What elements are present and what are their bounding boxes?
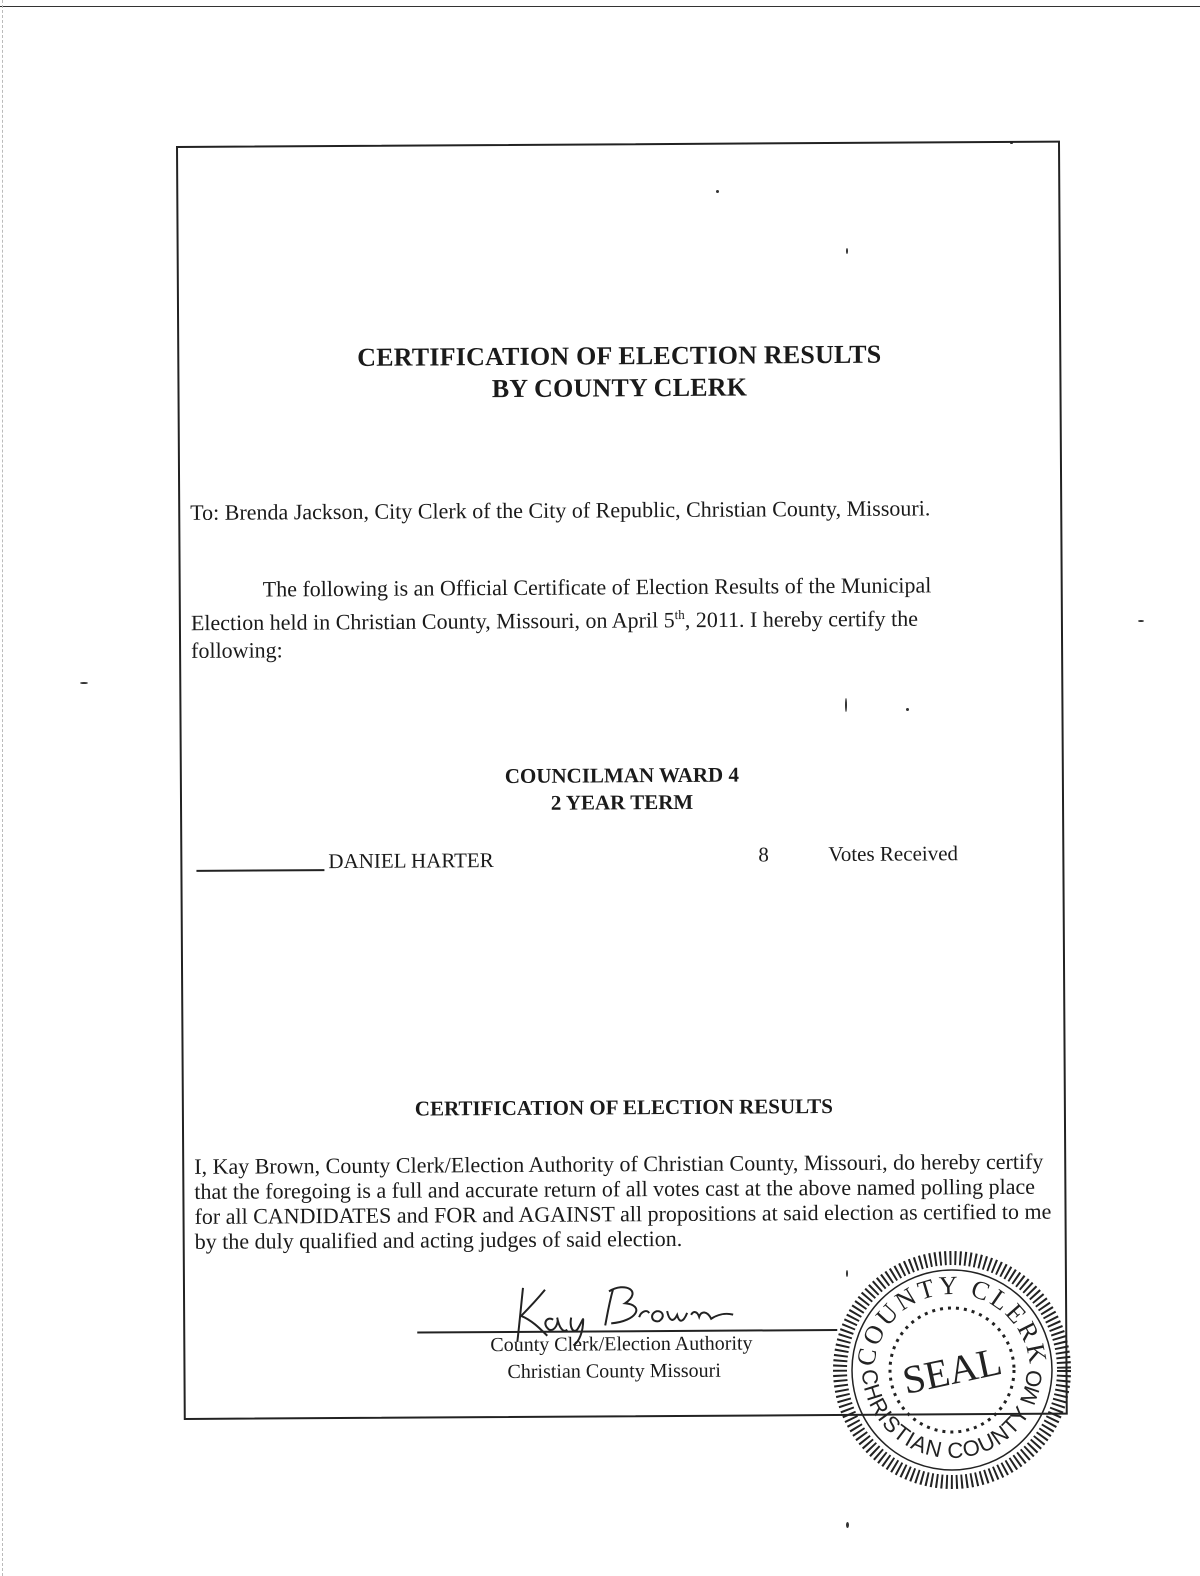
document-title: CERTIFICATION OF ELECTION RESULTS bbox=[357, 339, 882, 372]
certification-heading: CERTIFICATION OF ELECTION RESULTS bbox=[414, 1094, 833, 1121]
candidate-name: DANIEL HARTER bbox=[328, 848, 494, 874]
contest-term: 2 YEAR TERM bbox=[550, 789, 694, 815]
seal-top-text: COUNTY CLERK bbox=[850, 1270, 1054, 1369]
addressee-line: To: Brenda Jackson, City Clerk of the City of Republic, Christian County, Missouri. bbox=[190, 495, 931, 525]
county-clerk-seal bbox=[832, 1250, 1072, 1490]
intro-paragraph bbox=[191, 571, 992, 665]
contest-office: COUNCILMAN WARD 4 bbox=[504, 762, 739, 789]
certificate-frame bbox=[176, 141, 1068, 1420]
intro-text-part-2: , 2011. I hereby certify the following: bbox=[191, 605, 919, 664]
candidate-row bbox=[192, 841, 1052, 876]
scan-speck bbox=[1138, 620, 1144, 622]
signer-jurisdiction: Christian County Missouri bbox=[507, 1359, 721, 1383]
votes-received-label: Votes Received bbox=[828, 841, 959, 867]
page-edge-left bbox=[2, 0, 3, 1576]
seal-bottom-text: CHRISTIAN COUNTY MO bbox=[856, 1367, 1048, 1464]
scan-speck bbox=[846, 1522, 849, 1528]
certification-paragraph: I, Kay Brown, County Clerk/Election Authority of Christian County, Missouri, do hereby certify that the foregoing is a full and accurate return of all votes cast at the above named polling place for all CANDIDATES and FOR and AGAINST all propositions at said election as certified to me by the duly qualified and acting judges of said election. bbox=[194, 1148, 1052, 1254]
seal-center-text: SEAL bbox=[898, 1338, 1006, 1403]
document-subtitle: BY COUNTY CLERK bbox=[491, 372, 748, 404]
intro-superscript: th bbox=[674, 606, 685, 622]
signer-title: County Clerk/Election Authority bbox=[490, 1332, 753, 1357]
candidate-votes: 8 bbox=[758, 842, 769, 867]
intro-text-part-1: The following is an Official Certificate of Election Results of the Municipal Election held in Christian County, Missouri, on April 5 bbox=[190, 572, 932, 636]
scan-speck bbox=[80, 682, 88, 684]
checkbox-blank-line bbox=[196, 869, 324, 872]
page-edge bbox=[0, 6, 1200, 7]
